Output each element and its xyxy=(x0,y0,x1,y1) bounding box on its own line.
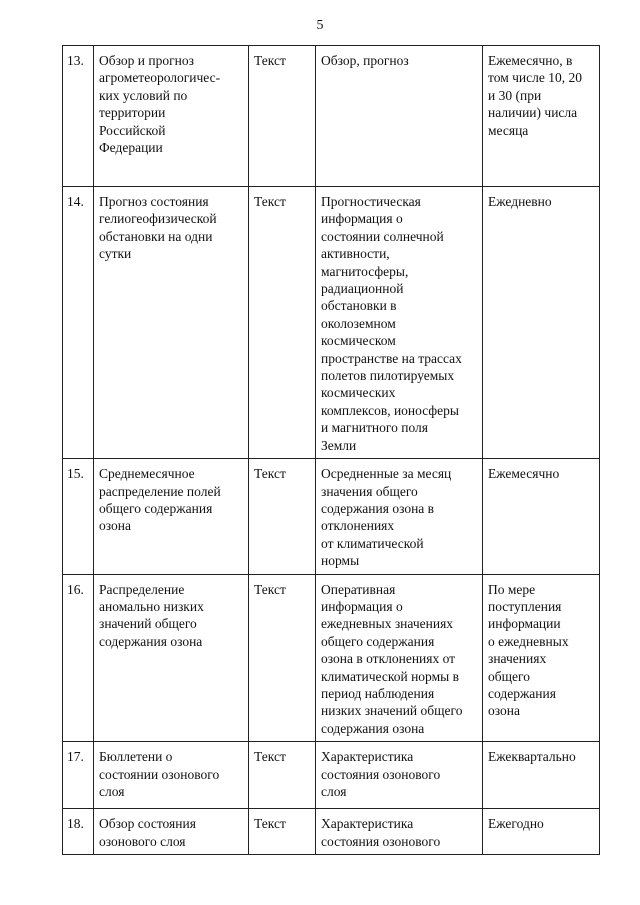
item-name xyxy=(94,46,249,187)
cell-line: поступления xyxy=(488,598,562,614)
table-row xyxy=(63,742,600,809)
cell-line: распределение полей xyxy=(99,483,221,499)
cell-line: наличии) числа xyxy=(488,105,578,121)
cell-line: аномально низких xyxy=(99,598,204,614)
cell-line: Ежеквартально xyxy=(488,749,576,765)
cell-line: обстановки в xyxy=(321,298,397,314)
cell-line: Прогноз состояния xyxy=(99,194,209,209)
cell-line: полетов пилотируемых xyxy=(321,368,455,384)
cell-line: Распределение xyxy=(99,581,185,597)
item-name xyxy=(94,809,249,855)
cell-line: общего содержания xyxy=(321,633,435,649)
item-name xyxy=(94,742,249,809)
cell-line: пространстве на трассах xyxy=(321,350,462,366)
cell-line: комплексов, ионосферы xyxy=(321,402,459,418)
cell-line: Обзор и прогноз xyxy=(99,53,194,68)
cell-line: слоя xyxy=(321,784,347,799)
item-type: Текст xyxy=(249,187,316,459)
cell-line: Характеристика xyxy=(321,749,414,765)
cell-line: нормы xyxy=(321,553,360,569)
row-number: 15. xyxy=(63,459,94,574)
cell-line: околоземном xyxy=(321,315,396,331)
cell-line: Среднемесячное xyxy=(99,466,195,482)
cell-line: По мере xyxy=(488,581,536,597)
table-row xyxy=(63,187,600,459)
cell-line: гелиогеофизической xyxy=(99,211,217,227)
cell-line: Ежегодно xyxy=(488,816,544,832)
cell-line: содержания xyxy=(488,685,556,701)
item-periodicity xyxy=(483,187,600,459)
item-content xyxy=(316,574,483,742)
item-name xyxy=(94,459,249,574)
cell-line: радиационной xyxy=(321,281,404,297)
cell-line: отклонениях xyxy=(321,518,395,534)
item-type: Текст xyxy=(249,742,316,809)
item-content xyxy=(316,809,483,855)
cell-line: информация о xyxy=(321,598,403,614)
cell-line: озона в отклонениях от xyxy=(321,651,456,667)
item-name xyxy=(94,187,249,459)
item-name xyxy=(94,574,249,742)
cell-line: том числе 10, 20 xyxy=(488,70,582,86)
cell-line: состоянии солнечной xyxy=(321,228,444,244)
cell-line: Ежемесячно, в xyxy=(488,53,573,68)
item-content xyxy=(316,46,483,187)
table-row xyxy=(63,459,600,574)
item-content xyxy=(316,459,483,574)
data-table xyxy=(62,45,600,855)
row-number: 13. xyxy=(63,46,94,187)
cell-line: магнитосферы, xyxy=(321,263,409,279)
cell-line: Российской xyxy=(99,122,166,138)
item-type: Текст xyxy=(249,809,316,855)
cell-line: Характеристика xyxy=(321,816,414,832)
table-row xyxy=(63,574,600,742)
cell-line: общего xyxy=(488,668,530,684)
cell-line: ежедневных значениях xyxy=(321,616,454,632)
item-periodicity xyxy=(483,742,600,809)
cell-line: период наблюдения xyxy=(321,685,435,701)
row-number: 18. xyxy=(63,809,94,855)
cell-line: и 30 (при xyxy=(488,87,542,103)
cell-line: активности, xyxy=(321,246,390,262)
cell-line: содержания озона xyxy=(321,720,425,736)
cell-line: состоянии озонового xyxy=(99,766,220,782)
item-content xyxy=(316,742,483,809)
cell-line: климатической нормы в xyxy=(321,668,459,684)
cell-line: Обзор, прогноз xyxy=(321,53,409,68)
cell-line: состояния озонового xyxy=(321,766,441,782)
cell-line: Ежедневно xyxy=(488,194,552,209)
cell-line: Прогностическая xyxy=(321,194,421,209)
item-periodicity xyxy=(483,809,600,855)
item-content xyxy=(316,187,483,459)
item-type: Текст xyxy=(249,46,316,187)
item-type: Текст xyxy=(249,459,316,574)
cell-line: озона xyxy=(99,518,131,534)
cell-line: ких условий по xyxy=(99,87,188,103)
cell-line: состояния озонового xyxy=(321,833,441,849)
cell-line: Обзор состояния xyxy=(99,816,196,832)
cell-line: Федерации xyxy=(99,140,163,156)
cell-line: низких значений общего xyxy=(321,703,463,719)
page-number: 5 xyxy=(316,18,324,33)
cell-line: озонового слоя xyxy=(99,833,186,849)
cell-line: значения общего xyxy=(321,483,418,499)
cell-line: Осредненные за месяц xyxy=(321,466,452,482)
table-body xyxy=(63,46,600,855)
cell-line: агрометеорологичес- xyxy=(99,70,221,86)
table-row xyxy=(63,46,600,187)
cell-line: территории xyxy=(99,105,166,121)
cell-line: о ежедневных xyxy=(488,633,569,649)
cell-line: Ежемесячно xyxy=(488,466,560,482)
cell-line: сутки xyxy=(99,246,132,262)
cell-line: информация о xyxy=(321,211,403,227)
cell-line: космическом xyxy=(321,333,396,349)
cell-line: обстановки на одни xyxy=(99,228,213,244)
cell-line: значений общего xyxy=(99,616,197,632)
cell-line: Бюллетени о xyxy=(99,749,173,765)
cell-line: информации xyxy=(488,616,561,632)
cell-line: от климатической xyxy=(321,535,424,551)
cell-line: Оперативная xyxy=(321,581,396,597)
row-number: 16. xyxy=(63,574,94,742)
item-periodicity xyxy=(483,459,600,574)
cell-line: Земли xyxy=(321,437,357,453)
item-periodicity xyxy=(483,46,600,187)
row-number: 14. xyxy=(63,187,94,459)
table-row xyxy=(63,809,600,855)
cell-line: содержания озона в xyxy=(321,500,435,516)
cell-line: космических xyxy=(321,385,396,401)
item-periodicity xyxy=(483,574,600,742)
cell-line: содержания озона xyxy=(99,633,203,649)
cell-line: значениях xyxy=(488,651,547,667)
cell-line: общего содержания xyxy=(99,500,213,516)
cell-line: и магнитного поля xyxy=(321,420,428,436)
item-type: Текст xyxy=(249,574,316,742)
cell-line: месяца xyxy=(488,122,529,138)
cell-line: озона xyxy=(488,703,520,719)
cell-line: слоя xyxy=(99,784,125,799)
row-number: 17. xyxy=(63,742,94,809)
